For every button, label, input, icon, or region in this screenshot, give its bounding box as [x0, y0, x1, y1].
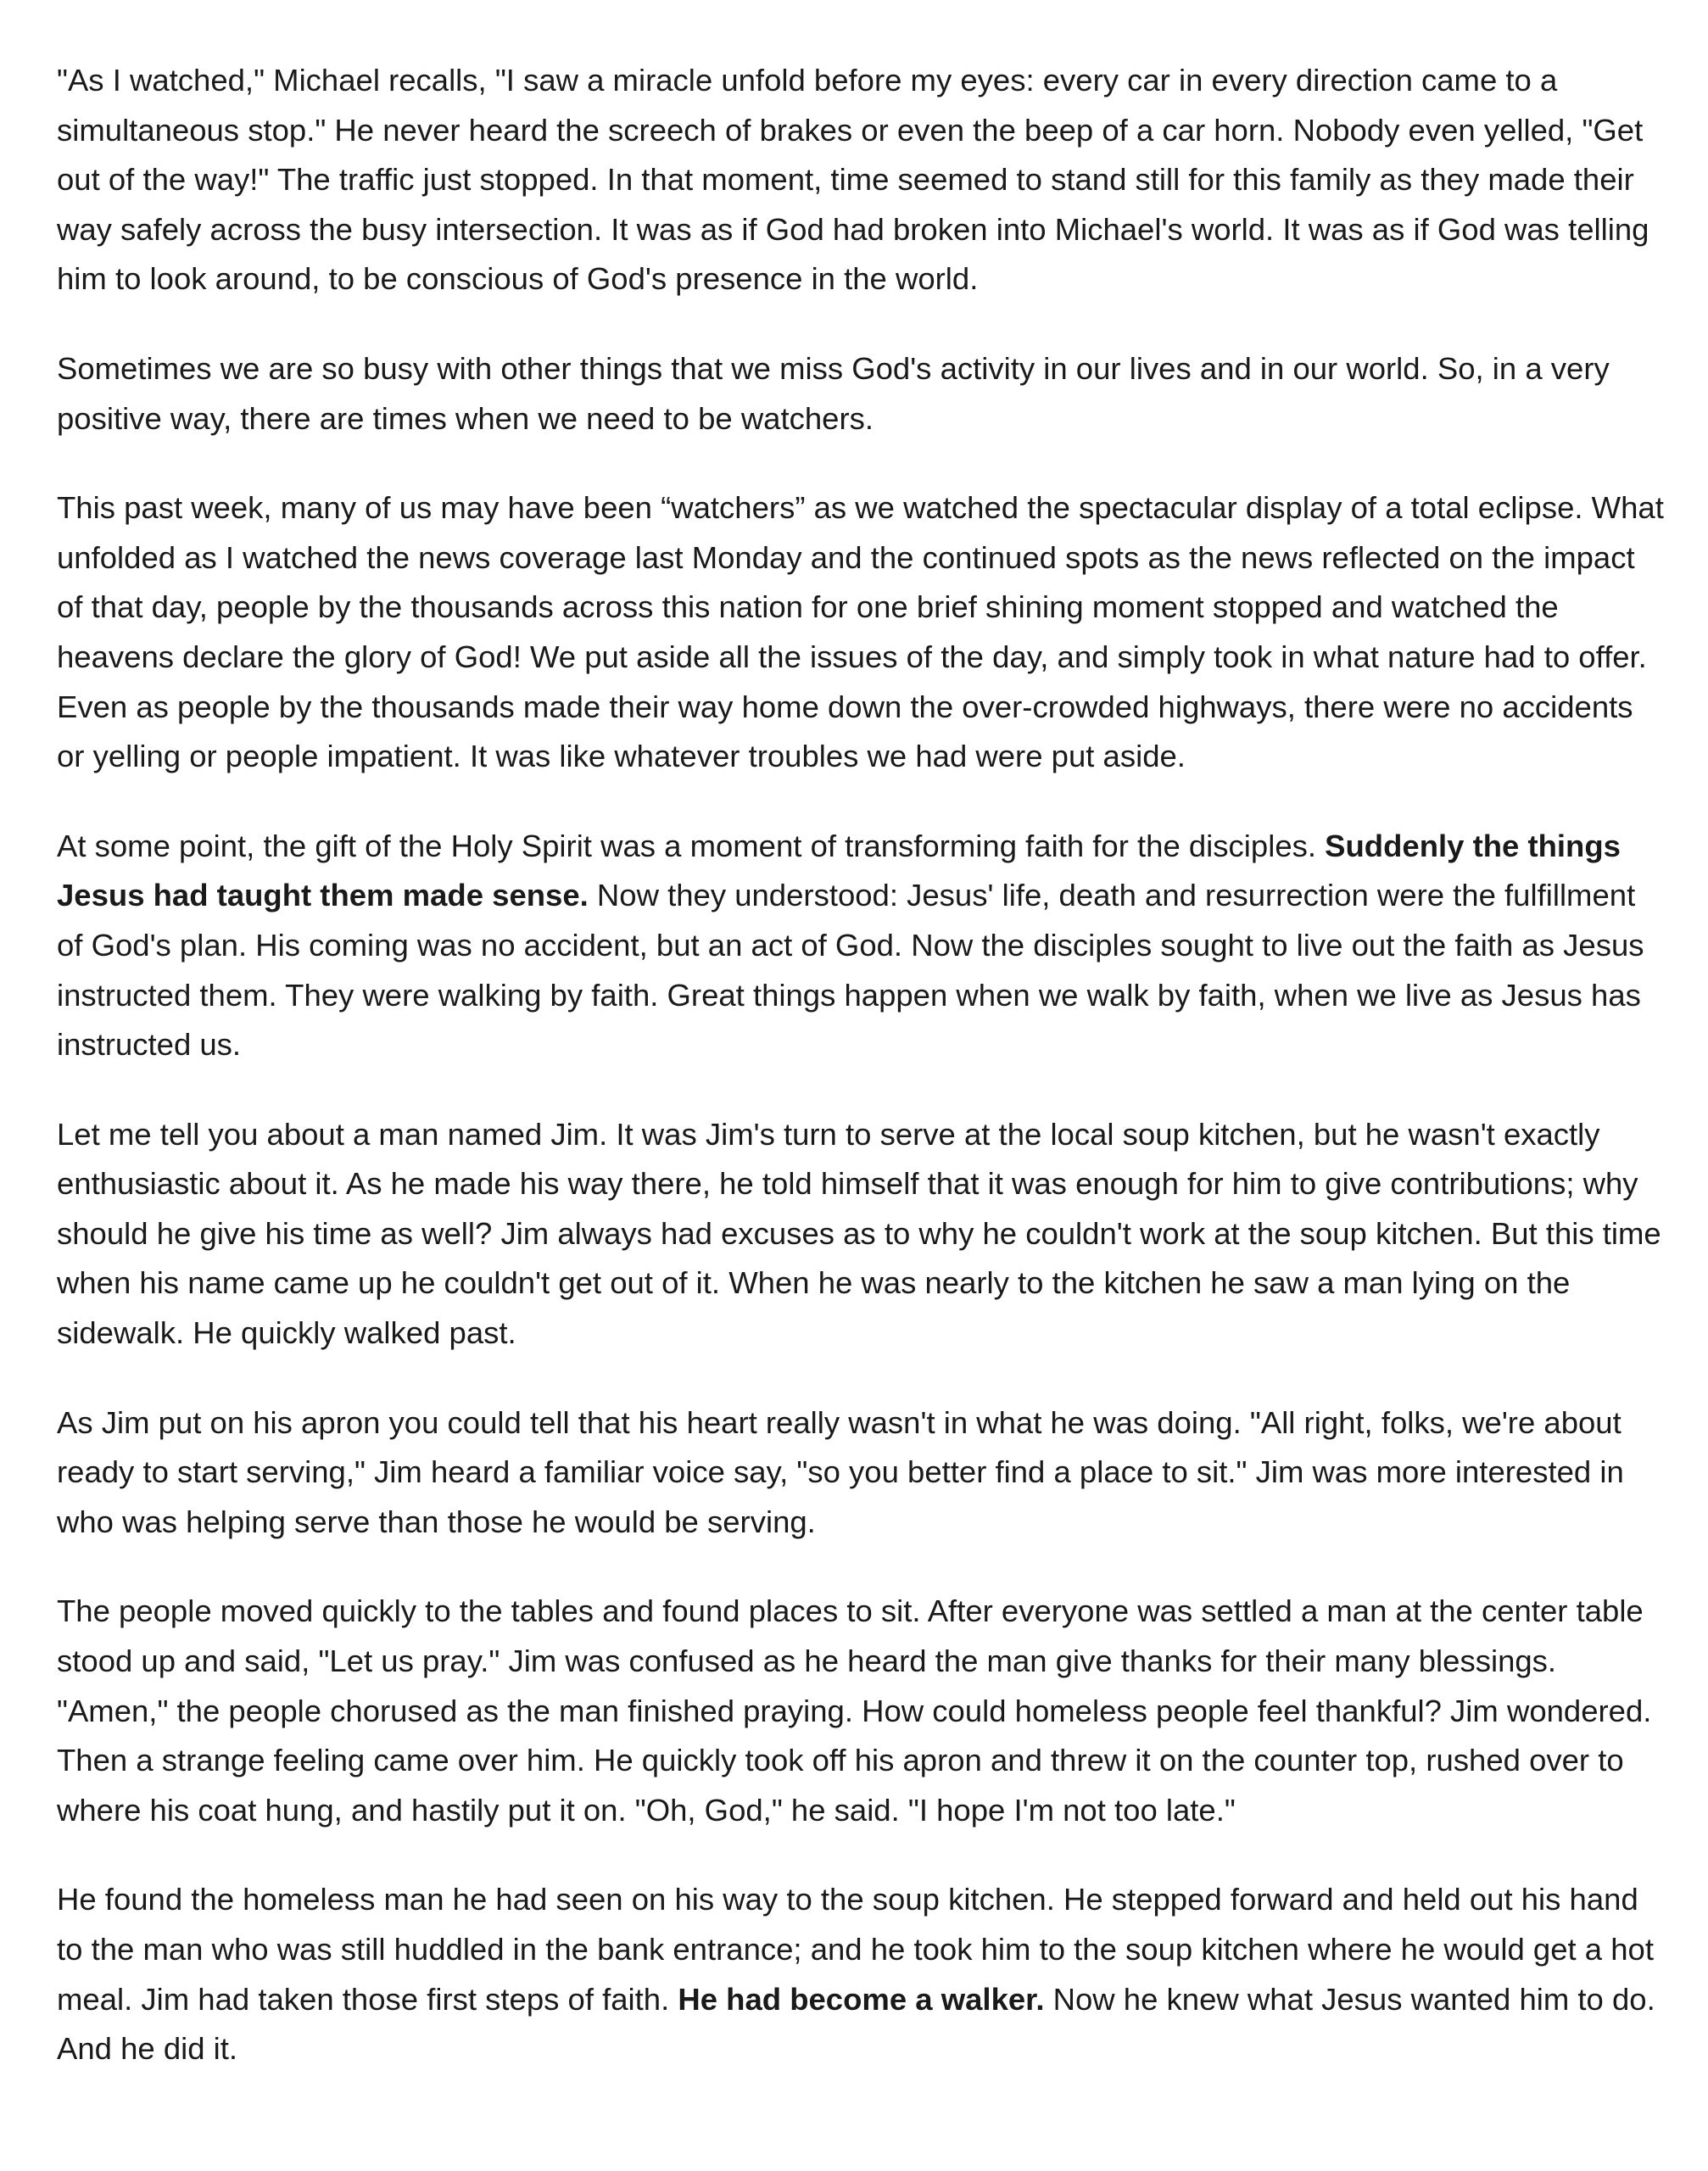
- paragraph-let-us-pray: The people moved quickly to the tables and found places to sit. After everyone was settled a man at the center table stood up and said, "Let us pray." Jim was confused as he heard the man give thanks for their many blessings. "Amen," the people chorused as the man finished praying. How could homeless people feel thankful? Jim wondered. Then a strange feeling came over him. He quickly took off his apron and threw it on the counter top, rushed over to where his coat hung, and hastily put it on. "Oh, God," he said. "I hope I'm not too late.": [57, 1593, 1652, 1828]
- document-page: [57, 56, 1668, 2114]
- paragraph-jim-soup-kitchen: Let me tell you about a man named Jim. It was Jim's turn to serve at the local soup kitchen, but he wasn't exactly enthusiastic about it. As he made his way there, he told himself that it was enough for him to give contributions; why should he give his time as well? Jim always had excuses as to why he couldn't work at the soup kitchen. But this time when his name came up he couldn't get out of it. When he was nearly to the kitchen he saw a man lying on the sidewalk. He quickly walked past.: [57, 1116, 1661, 1351]
- paragraph-jim-walker-intro: He found the homeless man he had seen on his way to the soup kitchen. He stepped forward and held out his hand to the man who was still huddled in the bank entrance; and he took him to the soup kitchen where he would get a hot meal. Jim had taken those first steps of faith.: [57, 1882, 1654, 2017]
- paragraph-holy-spirit-rest: Now they understood: Jesus' life, death and resurrection were the fulfillment of God's plan. His coming was no accident, but an act of God. Now the disciples sought to live out the faith as Jesus instructed them. They were walking by faith. Great things happen when we walk by faith, when we live as Jesus has instructed us.: [57, 878, 1644, 1063]
- paragraph-watchers: Sometimes we are so busy with other things that we miss God's activity in our lives and in our world. So, in a very positive way, there are times when we need to be watchers.: [57, 350, 1610, 436]
- paragraph-eclipse: This past week, many of us may have been “watchers” as we watched the spectacular display of a total eclipse. What unfolded as I watched the news coverage last Monday and the continued spots as the news reflected on the impact of that day, people by the thousands across this nation for one brief shining moment stopped and watched the heavens declare the glory of God! We put aside all the issues of the day, and simply took in what nature had to offer. Even as people by the thousands made their way home down the over-crowded highways, there were no accidents or yelling or people impatient. It was like whatever troubles we had were put aside.: [57, 490, 1664, 774]
- paragraph-jim-apron: As Jim put on his apron you could tell that his heart really wasn't in what he was doing. "All right, folks, we're about ready to start serving," Jim heard a familiar voice say, "so you better find a place to sit." Jim was more interested in who was helping serve than those he would be serving.: [57, 1404, 1624, 1539]
- paragraph-holy-spirit: [57, 822, 1668, 1070]
- paragraph-jim-walker-rest: Now he knew what Jesus wanted him to do. And he did it.: [57, 1981, 1655, 2067]
- paragraph-michael-miracle: "As I watched," Michael recalls, "I saw a miracle unfold before my eyes: every car in every direction came to a simultaneous stop." He never heard the screech of brakes or even the beep of a car horn. Nobody even yelled, "Get out of the way!" The traffic just stopped. In that moment, time seemed to stand still for this family as they made their way safely across the busy intersection. It was as if God had broken into Michael's world. It was as if God was telling him to look around, to be conscious of God's presence in the world.: [57, 63, 1649, 297]
- emphasis-became-walker: He had become a walker.: [678, 1981, 1045, 2017]
- emphasis-made-sense: Suddenly the things Jesus had taught them made sense.: [57, 828, 1621, 913]
- paragraph-holy-spirit-intro: At some point, the gift of the Holy Spirit was a moment of transforming faith for the disciples.: [57, 828, 1326, 863]
- paragraph-jim-walker: [57, 1875, 1668, 2073]
